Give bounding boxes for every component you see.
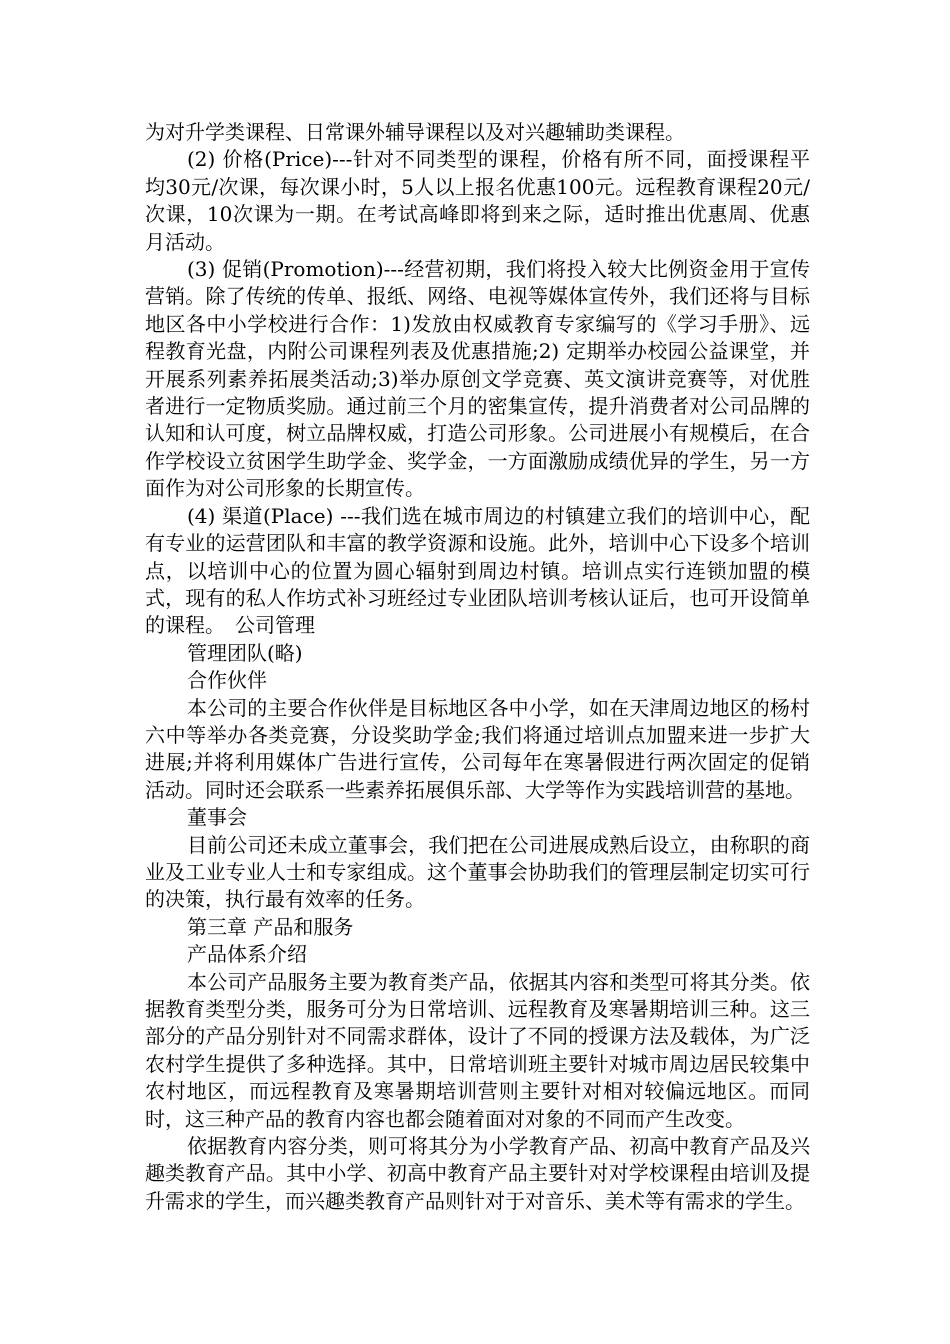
paragraph-course-types: 为对升学类课程、日常课外辅导课程以及对兴趣辅助类课程。 [145,120,685,144]
paragraph-content-classification: 依据教育内容分类，则可将其分为小学教育产品、初高中教育产品及兴趣类教育产品。其中小学、初高中教育产品主要针对对学校课程由培训及提升需求的学生，而兴趣类教育产品则针对于对音乐、美术等有需求的学生。 [145,1134,810,1213]
heading-board: 董事会 [187,805,247,830]
heading-management-team: 管理团队(略) [187,640,303,665]
heading-partners: 合作伙伴 [187,668,267,693]
paragraph-product-system: 本公司产品服务主要为教育类产品，依据其内容和类型可将其分类。依据教育类型分类，服务可分为日常培训、远程教育及寒暑期培训三种。这三部分的产品分别针对不同需求群体，设计了不同的授课方法及载体，为广泛农村学生提供了多种选择。其中，日常培训班主要针对城市周边居民较集中农村地区，而远程教育及寒暑期培训营则主要针对相对较偏远地区。而同时，这三种产品的教育内容也都会随着面对对象的不同而产生改变。 [145,969,810,1131]
heading-chapter-three: 第三章 产品和服务 [187,914,354,939]
paragraph-place: (4) 渠道(Place) ---我们选在城市周边的村镇建立我们的培训中心，配有专业的运营团队和丰富的教学资源和设施。此外，培训中心下设多个培训点，以培训中心的位置为圆心辐射到周边村镇。培训点实行连锁加盟的模式，现有的私人作坊式补习班经过专业团队培训考核认证后，也可开设简单的课程。 公司管理 [145,503,810,638]
paragraph-price: (2) 价格(Price)---针对不同类型的课程，价格有所不同，面授课程平均30元/次课，每次课小时，5人以上报名优惠100元。远程教育课程20元/次课，10次课为一期。在考试高峰即将到来之际，适时推出优惠周、优惠月活动。 [145,147,810,254]
paragraph-promotion: (3) 促销(Promotion)---经营初期，我们将投入较大比例资金用于宣传营销。除了传统的传单、报纸、网络、电视等媒体宣传外，我们还将与目标地区各中小学校进行合作：1)发放由权威教育专家编写的《学习手册》、远程教育光盘，内附公司课程列表及优惠措施;2) 定期举办校园公益课堂，并开展系列素养拓展类活动;3)举办原创文学竞赛、英文演讲竞赛等，对优胜者进行一定物质奖励。通过前三个月的密集宣传，提升消费者对公司品牌的认知和认可度，树立品牌权威，打造公司形象。公司进展小有规模后，在合作学校设立贫困学生助学金、奖学金，一方面激励成绩优异的学生，另一方面作为对公司形象的长期宣传。 [145,257,810,501]
document-page [145,119,810,1215]
heading-product-system: 产品体系介绍 [187,942,307,967]
paragraph-partners: 本公司的主要合作伙伴是目标地区各中小学，如在天津周边地区的杨村六中等举办各类竞赛，分设奖助学金;我们将通过培训点加盟来进一步扩大进展;并将利用媒体广告进行宣传，公司每年在寒暑假进行两次固定的促销活动。同时还会联系一些素养拓展俱乐部、大学等作为实践培训营的基地。 [145,695,810,802]
paragraph-board: 目前公司还未成立董事会，我们把在公司进展成熟后设立，由称职的商业及工业专业人士和专家组成。这个董事会协助我们的管理层制定切实可行的决策，执行最有效率的任务。 [145,832,810,912]
